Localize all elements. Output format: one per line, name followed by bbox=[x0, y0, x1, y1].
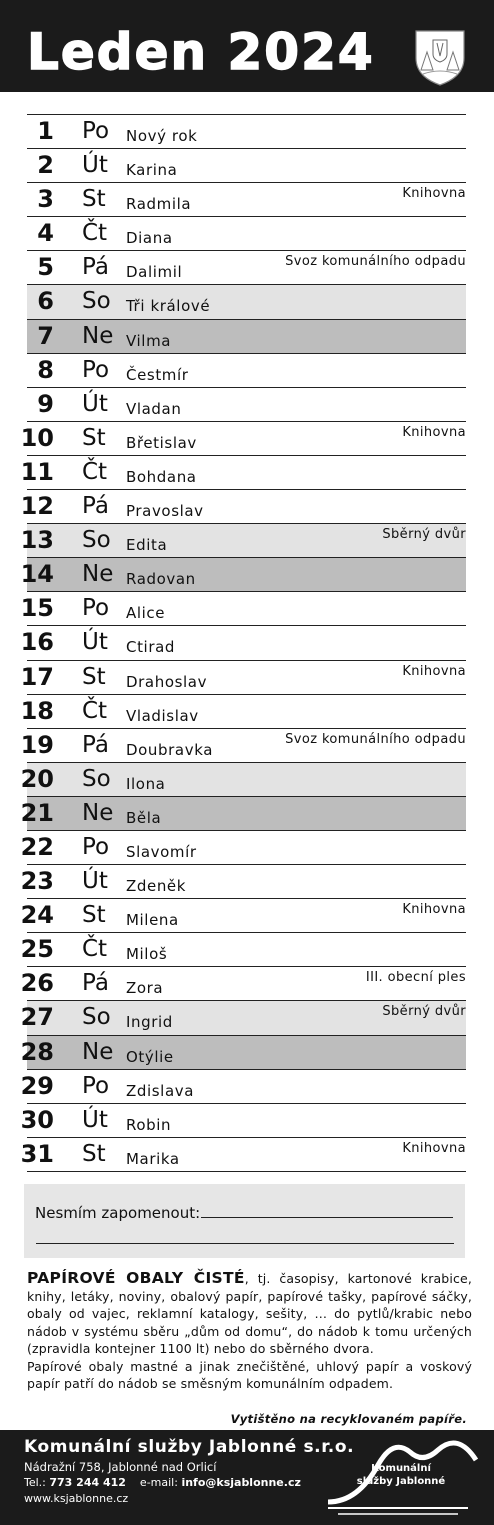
day-number: 29 bbox=[20, 1071, 54, 1100]
memo-line bbox=[36, 1243, 454, 1244]
day-of-week: Út bbox=[82, 390, 108, 417]
memo-label: Nesmím zapomenout: bbox=[35, 1204, 201, 1222]
day-number: 7 bbox=[37, 321, 54, 350]
day-of-week: Po bbox=[82, 356, 110, 383]
day-number: 24 bbox=[20, 901, 54, 930]
info-body: , tj. časopisy, kartonové krabice, knihy, letáky, noviny, obalový papír, papírové tašky, papírové sáčky, obaly od vajec, reklamní katalogy, sešity, … do pytlů/krabic nebo nádob v systému sběru „dům od domu“, do nádob k tomu určených (zpravidla kontejner 1100 lt) nebo do sběrného dvora. bbox=[27, 1271, 472, 1356]
day-number: 2 bbox=[37, 151, 54, 180]
name-day: Robin bbox=[126, 1115, 172, 1134]
name-day: Zdeněk bbox=[126, 877, 187, 896]
name-day: Marika bbox=[126, 1149, 180, 1168]
name-day: Pravoslav bbox=[126, 502, 204, 521]
day-row bbox=[27, 182, 466, 216]
name-day: Vladislav bbox=[126, 706, 199, 725]
day-row bbox=[20, 762, 466, 796]
day-of-week: Čt bbox=[82, 936, 108, 963]
day-row bbox=[20, 455, 466, 489]
name-day: Tři králové bbox=[126, 297, 211, 316]
year-label: 2024 bbox=[227, 23, 375, 81]
day-row bbox=[20, 625, 466, 659]
day-of-week: Po bbox=[82, 118, 110, 144]
day-of-week: So bbox=[82, 288, 111, 315]
day-number: 16 bbox=[20, 628, 54, 657]
day-row bbox=[20, 1035, 466, 1069]
town-crest-icon bbox=[413, 28, 467, 86]
memo-box bbox=[24, 1184, 465, 1258]
name-day: Diana bbox=[126, 229, 173, 248]
footer bbox=[0, 1430, 494, 1525]
day-of-week: So bbox=[82, 527, 111, 554]
day-number: 13 bbox=[20, 526, 54, 555]
day-number: 22 bbox=[20, 832, 54, 861]
recycled-paper-note: Vytištěno na recyklovaném papíře. bbox=[230, 1412, 467, 1426]
name-day: Alice bbox=[126, 604, 166, 623]
info-body-2: Papírové obaly mastné a jinak znečištěné, uhlový papír a voskový papír patří do nádob se směsným komunálním odpadem. bbox=[27, 1358, 472, 1391]
name-day: Drahoslav bbox=[126, 672, 208, 691]
memo-line bbox=[201, 1217, 453, 1218]
day-row bbox=[20, 557, 466, 591]
day-of-week: Čt bbox=[82, 458, 108, 485]
day-of-week: Pá bbox=[82, 493, 109, 520]
day-row bbox=[20, 1103, 466, 1137]
day-row bbox=[20, 694, 466, 728]
name-day: Dalimil bbox=[126, 263, 183, 282]
day-of-week: Ne bbox=[82, 799, 114, 826]
day-row bbox=[27, 387, 466, 421]
day-row bbox=[20, 660, 466, 694]
day-number: 23 bbox=[20, 867, 54, 896]
day-of-week: Čt bbox=[82, 697, 108, 724]
day-note: III. obecní ples bbox=[365, 970, 466, 986]
day-row bbox=[20, 489, 466, 523]
day-number: 25 bbox=[20, 935, 54, 964]
day-of-week: Po bbox=[82, 833, 110, 860]
day-of-week: Út bbox=[82, 629, 108, 656]
day-number: 14 bbox=[20, 560, 54, 589]
name-day: Karina bbox=[126, 161, 178, 180]
day-number: 28 bbox=[20, 1037, 54, 1066]
day-number: 10 bbox=[20, 423, 54, 452]
day-row bbox=[27, 319, 466, 353]
name-day: Bohdana bbox=[126, 467, 197, 486]
phone-number[interactable]: 773 244 412 bbox=[49, 1476, 126, 1489]
day-of-week: St bbox=[82, 424, 106, 451]
day-row bbox=[20, 864, 466, 898]
day-number: 5 bbox=[37, 253, 54, 282]
day-number: 27 bbox=[20, 1003, 54, 1032]
name-day: Doubravka bbox=[126, 740, 214, 759]
day-note: Knihovna bbox=[402, 186, 466, 202]
name-day: Radovan bbox=[126, 570, 196, 589]
day-number: 18 bbox=[20, 696, 54, 725]
day-row bbox=[27, 148, 466, 182]
day-row bbox=[20, 421, 466, 455]
day-of-week: St bbox=[82, 186, 106, 213]
email-label: e-mail: bbox=[139, 1476, 182, 1489]
day-of-week: So bbox=[82, 765, 111, 792]
day-row bbox=[20, 966, 466, 1000]
day-row bbox=[27, 353, 466, 387]
day-note: Knihovna bbox=[402, 1140, 466, 1156]
day-of-week: Ne bbox=[82, 322, 114, 349]
day-number: 1 bbox=[37, 117, 54, 145]
day-of-week: Po bbox=[82, 1072, 110, 1099]
day-number: 4 bbox=[37, 219, 54, 248]
day-number: 30 bbox=[20, 1105, 54, 1134]
name-day: Vilma bbox=[126, 331, 172, 350]
day-number: 17 bbox=[20, 662, 54, 691]
day-number: 15 bbox=[20, 594, 54, 623]
day-number: 12 bbox=[20, 492, 54, 521]
day-note: Sběrný dvůr bbox=[382, 527, 466, 543]
name-day: Ilona bbox=[126, 774, 166, 793]
day-row bbox=[20, 523, 466, 557]
day-of-week: Čt bbox=[82, 220, 108, 247]
day-number: 11 bbox=[20, 457, 54, 486]
divider bbox=[27, 1171, 466, 1172]
logo-text-line1: Komunální bbox=[371, 1463, 431, 1474]
day-of-week: Pá bbox=[82, 254, 109, 281]
day-of-week: St bbox=[82, 663, 106, 690]
day-note: Svoz komunálního odpadu bbox=[285, 254, 466, 270]
day-number: 9 bbox=[37, 389, 54, 418]
day-of-week: Pá bbox=[82, 731, 109, 758]
day-row bbox=[20, 1069, 466, 1103]
day-of-week: Ne bbox=[82, 561, 114, 588]
day-row bbox=[20, 1137, 466, 1171]
name-day: Vladan bbox=[126, 399, 182, 418]
name-day: Zora bbox=[126, 979, 164, 998]
day-number: 3 bbox=[37, 185, 54, 214]
name-day: Ctirad bbox=[126, 638, 176, 657]
name-day: Čestmír bbox=[126, 365, 189, 384]
day-list bbox=[20, 114, 466, 1172]
day-of-week: Út bbox=[82, 152, 108, 179]
day-note: Sběrný dvůr bbox=[382, 1004, 466, 1020]
info-heading: PAPÍROVÉ OBALY ČISTÉ bbox=[27, 1269, 245, 1287]
name-day: Běla bbox=[126, 808, 162, 827]
day-row bbox=[20, 1000, 466, 1034]
day-note: Knihovna bbox=[402, 663, 466, 679]
website-link[interactable]: www.ksjablonne.cz bbox=[24, 1492, 129, 1505]
day-number: 26 bbox=[20, 969, 54, 998]
day-row bbox=[27, 114, 466, 148]
contact-line bbox=[24, 1476, 301, 1489]
page-title bbox=[27, 22, 375, 82]
day-number: 21 bbox=[20, 798, 54, 827]
name-day: Zdislava bbox=[126, 1081, 195, 1100]
day-of-week: So bbox=[82, 1004, 111, 1031]
day-of-week: Po bbox=[82, 595, 110, 622]
day-note: Knihovna bbox=[402, 902, 466, 918]
tel-label: Tel.: bbox=[24, 1476, 50, 1489]
day-number: 6 bbox=[37, 287, 54, 316]
company-name: Komunální služby Jablonné s.r.o. bbox=[24, 1437, 355, 1457]
month-label: Leden bbox=[27, 23, 209, 81]
day-row bbox=[20, 932, 466, 966]
day-of-week: Út bbox=[82, 868, 108, 895]
day-number: 19 bbox=[20, 730, 54, 759]
name-day: Otýlie bbox=[126, 1047, 174, 1066]
day-of-week: Út bbox=[82, 1106, 108, 1133]
day-of-week: Ne bbox=[82, 1038, 114, 1065]
day-of-week: St bbox=[82, 1140, 106, 1167]
day-number: 20 bbox=[20, 764, 54, 793]
name-day: Nový rok bbox=[126, 127, 198, 145]
day-row bbox=[20, 830, 466, 864]
name-day: Ingrid bbox=[126, 1013, 173, 1032]
name-day: Edita bbox=[126, 536, 168, 555]
day-row bbox=[27, 284, 466, 318]
day-row bbox=[20, 728, 466, 762]
day-row bbox=[20, 591, 466, 625]
name-day: Slavomír bbox=[126, 842, 197, 861]
company-address: Nádražní 758, Jablonné nad Orlicí bbox=[24, 1460, 217, 1474]
paper-waste-info bbox=[27, 1270, 472, 1393]
day-row bbox=[27, 216, 466, 250]
name-day: Břetislav bbox=[126, 433, 197, 452]
day-row bbox=[20, 898, 466, 932]
name-day: Milena bbox=[126, 911, 179, 930]
day-of-week: St bbox=[82, 902, 106, 929]
logo-text-line2: služby Jablonné bbox=[356, 1476, 446, 1487]
name-day: Radmila bbox=[126, 195, 192, 214]
name-day: Miloš bbox=[126, 945, 168, 964]
day-note: Knihovna bbox=[402, 424, 466, 440]
day-row bbox=[27, 250, 466, 284]
day-number: 8 bbox=[37, 355, 54, 384]
day-note: Svoz komunálního odpadu bbox=[285, 731, 466, 747]
day-row bbox=[20, 796, 466, 830]
calendar-header bbox=[0, 0, 494, 92]
email-link[interactable]: info@ksjablonne.cz bbox=[181, 1476, 301, 1489]
day-number: 31 bbox=[20, 1139, 54, 1168]
day-of-week: Pá bbox=[82, 970, 109, 997]
